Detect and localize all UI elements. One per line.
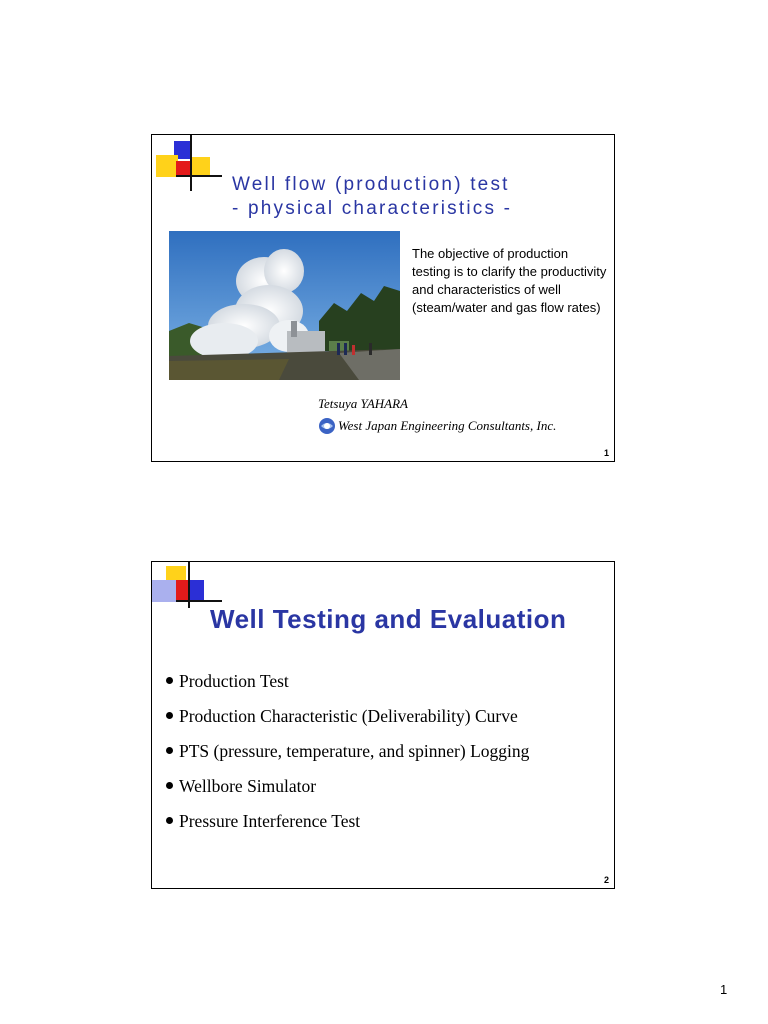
slide-2-title: Well Testing and Evaluation <box>210 604 567 634</box>
slide-1-title <box>232 173 512 221</box>
list-item: Wellbore Simulator <box>166 769 529 804</box>
slide-decoration-icon <box>152 135 222 195</box>
list-item: Production Test <box>166 664 529 699</box>
objective-text: The objective of production testing is to clarify the productivity and characteristics of well (steam/water and gas flow rates) <box>412 246 607 315</box>
slide-1 <box>151 134 615 462</box>
geothermal-steam-photo <box>169 231 400 380</box>
slide-number: 2 <box>603 875 609 885</box>
page-number: 1 <box>720 982 728 997</box>
author-name: Tetsuya YAHARA <box>318 396 408 411</box>
company-name <box>318 417 556 435</box>
bullet-icon <box>166 677 173 684</box>
slide-number: 1 <box>603 448 609 458</box>
list-item: PTS (pressure, temperature, and spinner) Logging <box>166 734 529 769</box>
list-item: Production Characteristic (Deliverability) Curve <box>166 699 529 734</box>
slide-1-title-line-2: - physical characteristics - <box>232 198 513 219</box>
slide-2 <box>151 561 615 889</box>
bullet-icon <box>166 712 173 719</box>
bullet-icon <box>166 817 173 824</box>
list-item: Pressure Interference Test <box>166 804 529 839</box>
slide-1-title-line-1: Well flow (production) test <box>232 174 510 195</box>
company-name-text: West Japan Engineering Consultants, Inc. <box>338 418 557 433</box>
bullet-icon <box>166 747 173 754</box>
bullet-list <box>166 664 529 839</box>
company-logo-icon <box>318 417 336 435</box>
bullet-icon <box>166 782 173 789</box>
